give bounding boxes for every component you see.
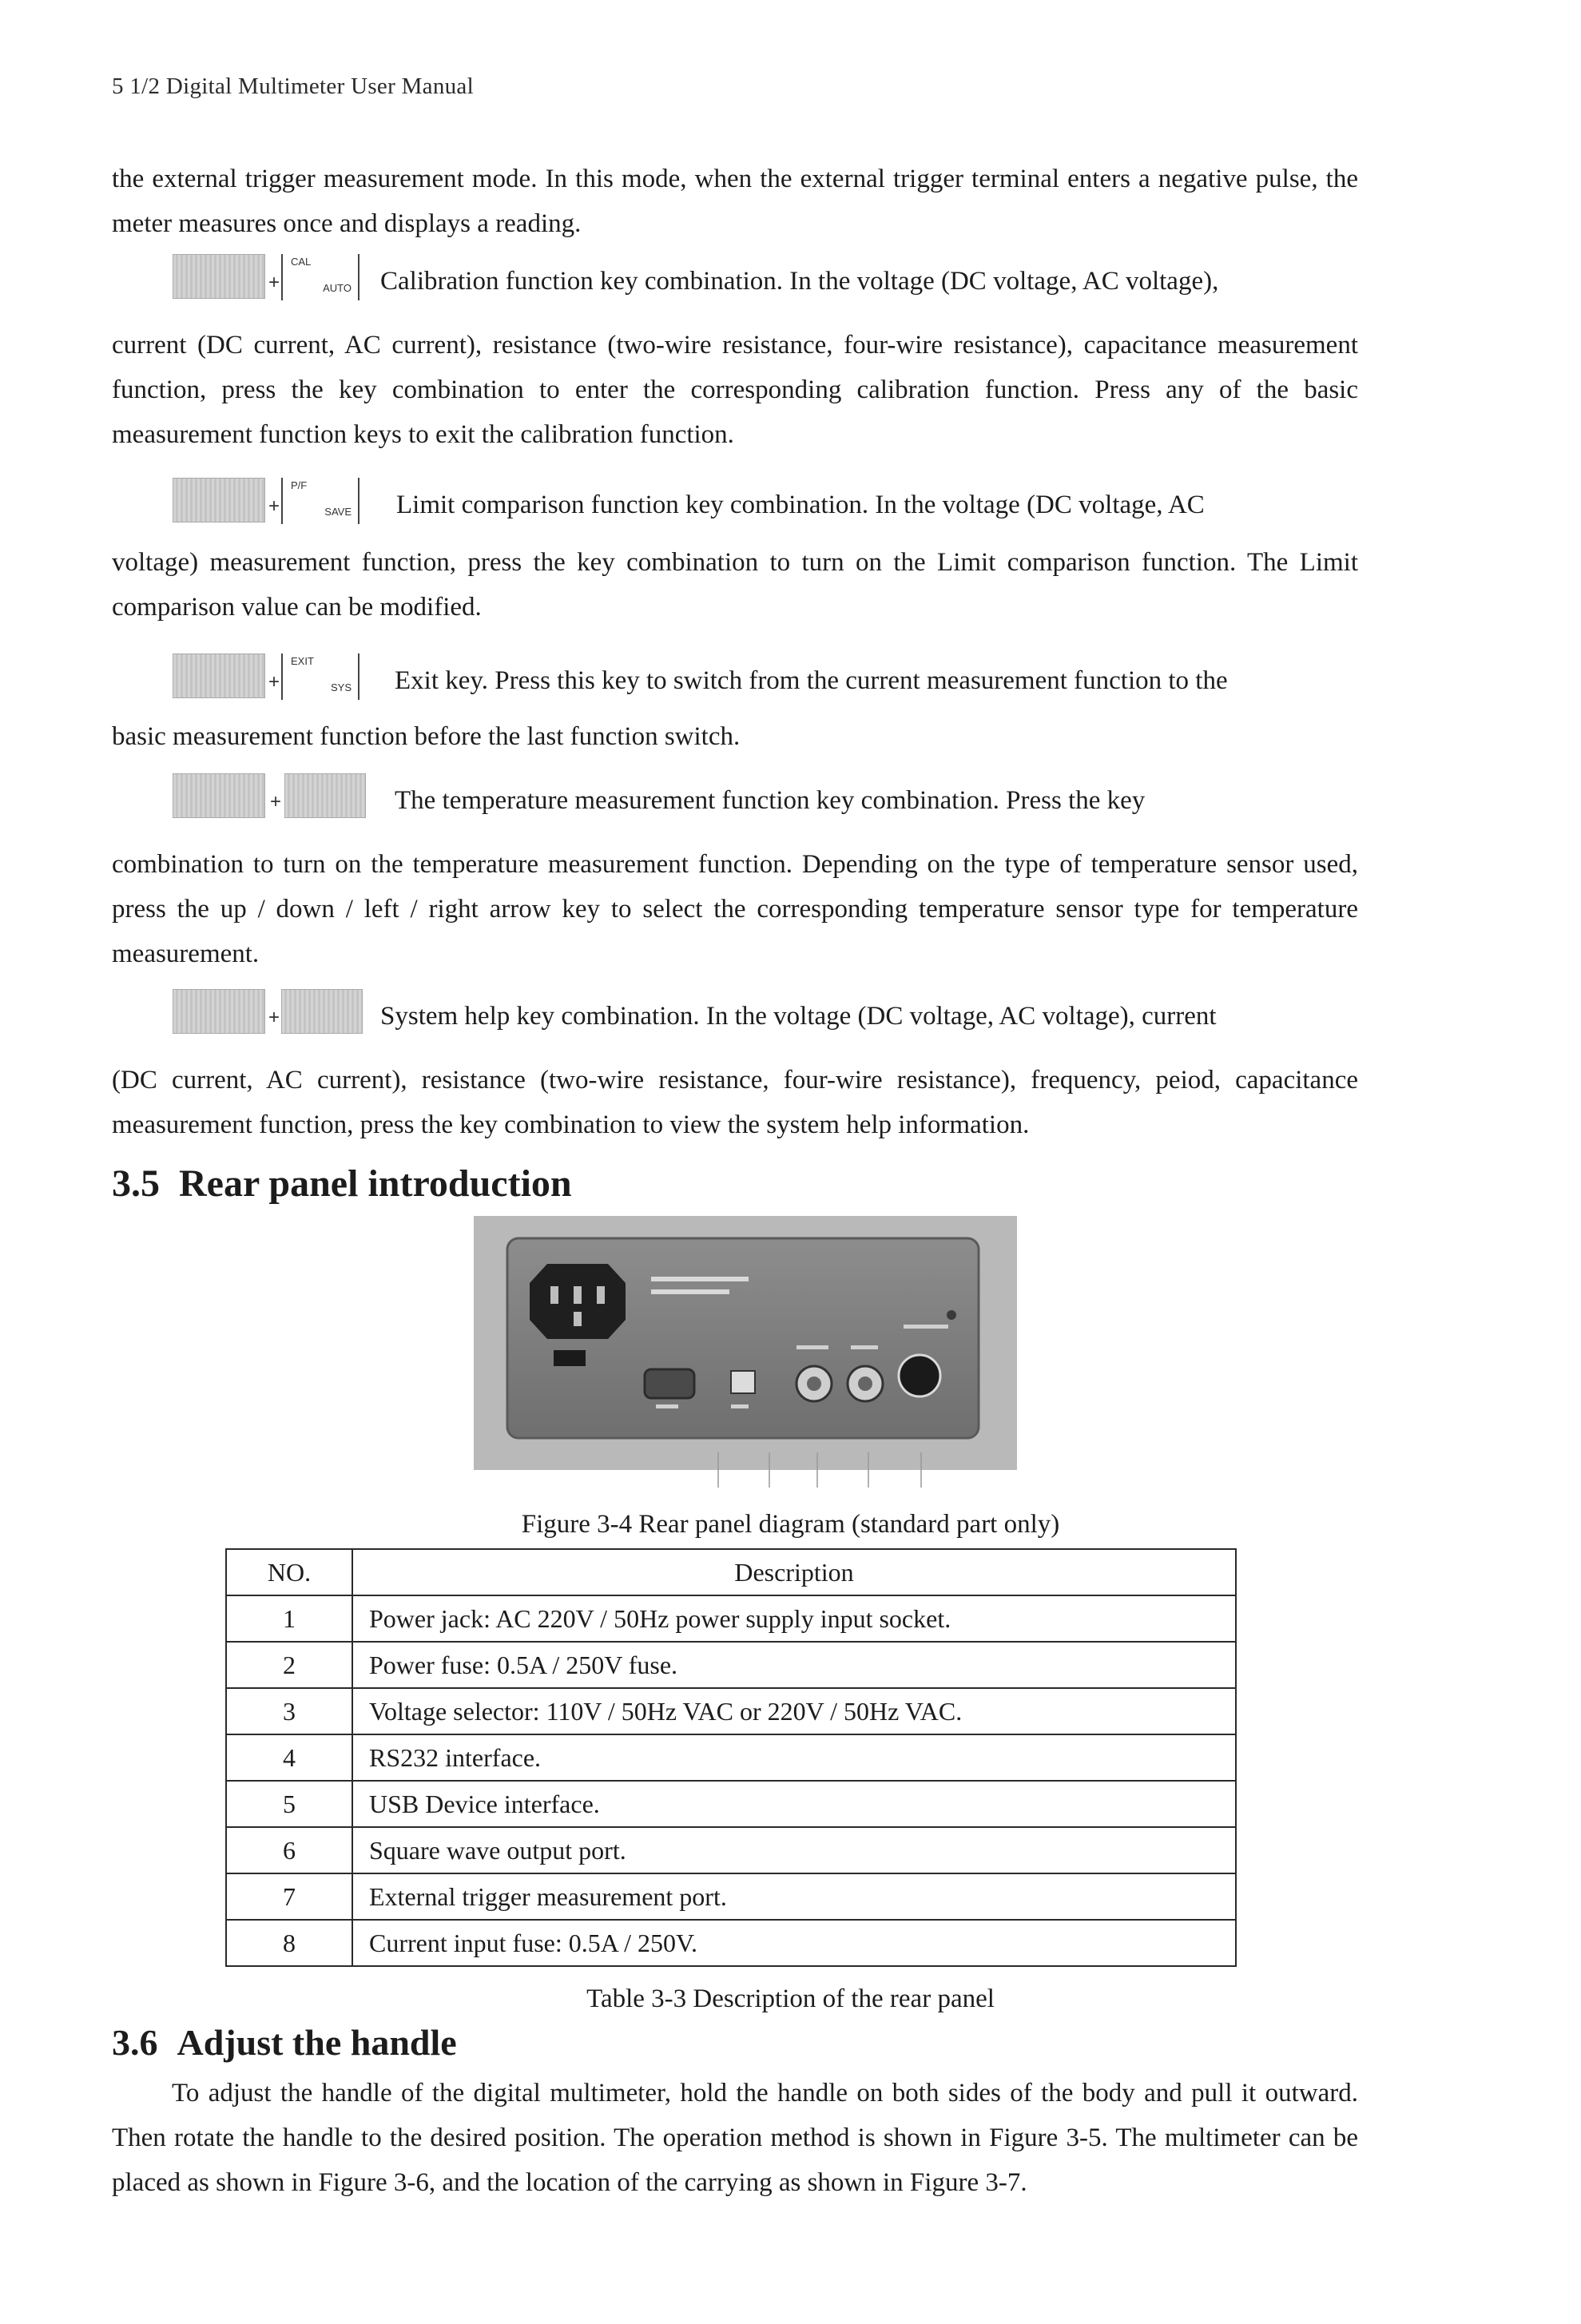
row-description: RS232 interface.	[352, 1734, 1236, 1781]
table-header-description: Description	[352, 1549, 1236, 1595]
section-number: 3.6	[112, 2022, 158, 2063]
row-number: 5	[226, 1781, 352, 1827]
key-entry-calibration	[112, 254, 1358, 305]
running-header: 5 1/2 Digital Multimeter User Manual	[112, 73, 474, 99]
row-number: 7	[226, 1873, 352, 1920]
section-heading-rear-panel	[112, 1162, 572, 1206]
table-row	[226, 1642, 1236, 1688]
key-label-top: CAL	[291, 256, 312, 268]
key-entry-first-line: System help key combination. In the voltage (DC voltage, AC voltage), current	[380, 1002, 1217, 1031]
rear-panel-diagram-icon	[474, 1216, 1017, 1488]
row-description: Voltage selector: 110V / 50Hz VAC or 220V / 50Hz VAC.	[352, 1688, 1236, 1734]
exit-sys-key-icon	[281, 654, 359, 700]
plus-sign-icon: +	[268, 495, 280, 517]
key-entry-continuation: voltage) measurement function, press the key combination to turn on the Limit comparison function. The Limit comparison value can be modified.	[112, 548, 1358, 622]
key-entry-first-line: Exit key. Press this key to switch from the current measurement function to the	[395, 666, 1228, 695]
plus-sign-icon: +	[268, 272, 280, 293]
row-number: 2	[226, 1642, 352, 1688]
row-description: USB Device interface.	[352, 1781, 1236, 1827]
key-entry-continuation: (DC current, AC current), resistance (two-wire resistance, four-wire resistance), frequency, peiod, capacitance measurement function, press the key combination to view the system help information.	[112, 1066, 1358, 1139]
handle-paragraph: To adjust the handle of the digital multimeter, hold the handle on both sides of the body and pull it outward. Then rotate the handle to the desired position. The operation method is shown in Figure 3-5. The multimeter can be placed as shown in Figure 3-6, and the location of the carrying as shown in Figure 3-7.	[112, 2079, 1358, 2197]
figure-caption: Figure 3-4 Rear panel diagram (standard part only)	[521, 1510, 1060, 1539]
table-caption: Table 3-3 Description of the rear panel	[586, 1984, 995, 2013]
key-label-top: EXIT	[291, 655, 314, 667]
section-title: Rear panel introduction	[179, 1162, 572, 1205]
row-description: External trigger measurement port.	[352, 1873, 1236, 1920]
section-title: Adjust the handle	[177, 2022, 457, 2063]
shift-key-icon	[173, 989, 265, 1034]
key-entry-first-line: Limit comparison function key combination. In the voltage (DC voltage, AC	[396, 491, 1205, 519]
row-number: 4	[226, 1734, 352, 1781]
section-number: 3.5	[112, 1162, 160, 1205]
shift-key-icon	[173, 773, 265, 818]
row-number: 8	[226, 1920, 352, 1966]
key-entry-first-line: The temperature measurement function key combination. Press the key	[395, 786, 1146, 815]
shift-key-icon	[173, 254, 265, 299]
pf-save-key-icon	[281, 478, 359, 524]
table-row	[226, 1827, 1236, 1873]
key-entry-exit	[112, 654, 1358, 705]
key-entry-continuation: current (DC current, AC current), resistance (two-wire resistance, four-wire resistance), capacitance measurement function, press the key combination to enter the corresponding calibration function. Press any of the basic measurement function keys to exit the calibration function.	[112, 331, 1358, 449]
key-entry-system-help	[112, 989, 1358, 1040]
row-number: 3	[226, 1688, 352, 1734]
table-row	[226, 1734, 1236, 1781]
section-heading-handle	[112, 2021, 457, 2064]
rear-panel-table	[225, 1548, 1237, 1967]
row-description: Power fuse: 0.5A / 250V fuse.	[352, 1642, 1236, 1688]
key-entry-first-line: Calibration function key combination. In the voltage (DC voltage, AC voltage),	[380, 267, 1219, 296]
key-label-bottom: AUTO	[323, 282, 352, 294]
table-row	[226, 1781, 1236, 1827]
table-row	[226, 1873, 1236, 1920]
intro-paragraph: the external trigger measurement mode. In this mode, when the external trigger terminal enters a negative pulse, the meter measures once and displays a reading.	[112, 165, 1358, 238]
help-key-icon	[281, 989, 363, 1034]
key-label-bottom: SYS	[330, 681, 352, 693]
table-row	[226, 1920, 1236, 1966]
temperature-key-icon	[284, 773, 366, 818]
row-description: Current input fuse: 0.5A / 250V.	[352, 1920, 1236, 1966]
table-header-row	[226, 1549, 1236, 1595]
cal-auto-key-icon	[281, 254, 359, 300]
table-header-no: NO.	[226, 1549, 352, 1595]
row-description: Power jack: AC 220V / 50Hz power supply input socket.	[352, 1595, 1236, 1642]
key-entry-limit-comparison	[112, 478, 1358, 529]
plus-sign-icon: +	[270, 791, 282, 812]
rear-panel-figure	[474, 1216, 1017, 1488]
key-label-bottom: SAVE	[324, 506, 352, 518]
key-entry-continuation: combination to turn on the temperature measurement function. Depending on the type of temperature sensor used, press the up / down / left / right arrow key to select the corresponding temperature sensor type for temperature measurement.	[112, 850, 1358, 968]
plus-sign-icon: +	[268, 671, 280, 693]
key-entry-continuation: basic measurement function before the last function switch.	[112, 722, 741, 751]
row-number: 6	[226, 1827, 352, 1873]
table-row	[226, 1688, 1236, 1734]
shift-key-icon	[173, 478, 265, 522]
plus-sign-icon: +	[268, 1007, 280, 1028]
key-entry-temperature	[112, 773, 1358, 824]
table-row	[226, 1595, 1236, 1642]
key-label-top: P/F	[291, 479, 308, 491]
row-number: 1	[226, 1595, 352, 1642]
shift-key-icon	[173, 654, 265, 698]
row-description: Square wave output port.	[352, 1827, 1236, 1873]
